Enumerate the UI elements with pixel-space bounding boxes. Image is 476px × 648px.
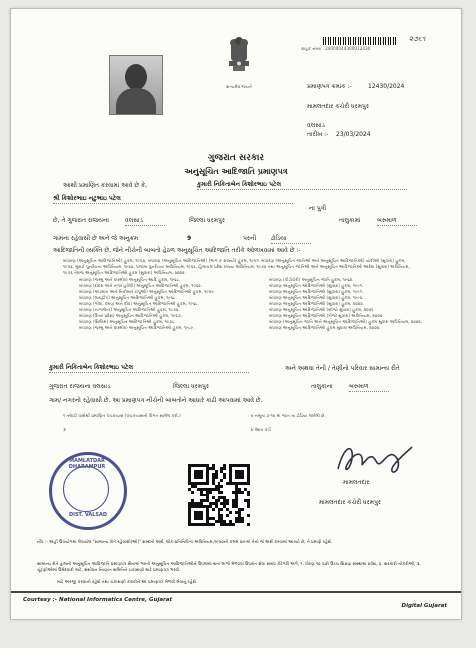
order-item: બંધારણ (જમ્મુ અને કાશ્મીર) અનુસૂચિત આદિજાતિઓ હુકમ, ૧૯૮૯. xyxy=(79,325,195,330)
note-3: માટે અરજી કરવાની રહેશે તથા ચકાસણી કરાવીને આ પ્રમાણપત્ર મેળવી લેવાનું રહેશે. xyxy=(57,579,198,584)
seal-bottom-text: DIST. VALSAD xyxy=(68,512,108,518)
family-suffix: અને અથવા તેની / તેણીનો પરિવાર સામાન્ય રીતે xyxy=(285,365,400,372)
state-label: છે, તે ગુજરાત રાજયના xyxy=(53,217,109,224)
order-item: બંધારણ (પોંડીચેરી) અનુસૂચિત જાતિ હુકમ, ૧૯૬૪. xyxy=(269,277,354,282)
residence-district: જિલ્લા ધરમપુર xyxy=(173,383,209,390)
issue-date: 23/03/2024 xyxy=(336,131,371,138)
applicant-photo xyxy=(109,55,163,115)
certificate-no: 12430/2024 xyxy=(368,83,405,90)
basis-item-3: ૩ xyxy=(63,427,66,432)
verification-qr-code xyxy=(188,464,250,526)
date-label: તારીખ :- xyxy=(307,131,329,138)
order-item: બંધારણ (ઉત્તર પ્રદેશ) અનુસૂચિત આદિજાતિઓ હુકમ, ૧૯૬૭. xyxy=(79,313,182,318)
order-item: બંધારણ (લક્ષદ્વીપ) અનુસૂચિત આદિજાતિઓ હુકમ, ૧૯૬૮. xyxy=(79,295,177,300)
order-item: બંધારણ અનુસૂચિત આદિજાતિઓ (સુધારા) હુકમ, ૧૯૯૧. xyxy=(269,289,364,294)
barcode xyxy=(323,37,398,45)
district-value: વલસાડ xyxy=(125,217,165,226)
signatory-title: મામલતદાર xyxy=(343,479,370,486)
village-line: ગામ/ નગરનો રહેવાસી છે. આ પ્રમાણપત્ર નીચેની બાબતોને આધારે કાઢી આપવામાં આવે છે. xyxy=(49,397,263,404)
certify-prefix: આથી પ્રમાણિત કરવામાં આવે છે કે, xyxy=(63,182,148,189)
order-item: બંધારણ (નાગાલેન્ડ) અનુસૂચિત આદિજાતિઓ હુકમ, ૧૯૭૦. xyxy=(79,307,180,312)
caste-value: ઢોડિયા xyxy=(271,235,311,244)
certificate-page xyxy=(10,8,462,620)
basis-item-2: ૨ નમૂના ૭-૧૨ માં જાત ના ઢોડિયા લખેલી છે. xyxy=(251,413,326,418)
certificate-no-label: પ્રમાણપત્ર ક્રમાંક :- xyxy=(307,83,352,90)
district-label: જિલ્લા ધરમપુર xyxy=(189,217,225,224)
orders-right-list xyxy=(269,277,434,331)
signatory-office: મામલતદાર કચેરી ધરમપુર xyxy=(319,499,381,506)
basis-item-4: ૪ રેશન કાર્ડ xyxy=(251,427,272,432)
order-item: બંધારણ (જમ્મુ અને કાશ્મીર) અનુસૂચિત આદિ હુકમ, ૧૯૬૮. xyxy=(79,277,181,282)
note-1: નોંધ :- અહીં ઉપયોગમાં લેવાયેલ "સામાન્ય રીતે રહેવાસી(ઓ)" શબ્દનો અર્થ, લોક-પ્રતિનિધિત્વ અધિનિયમ,૧૯૫૦ની કલમ ૨૦-માં તેનો જે અર્થ કરવામાં આવ્યો છે, તે પ્રમાણે રહેશે. xyxy=(37,539,333,544)
seal-top-text: MAMLATDAR DHARAMPUR xyxy=(68,458,106,470)
government-title: ગુજરાત સરકાર xyxy=(207,153,265,163)
certificate-title: અનુસૂચિત આદિજાતિ પ્રમાણપત્ર xyxy=(184,167,288,176)
order-item: બંધારણ અનુસૂચિત આદિજાતિઓ (સુધારા) હુકમ, ૨૦૦૦. xyxy=(269,301,365,306)
note-2: સામાન્ય રીતે હાલની અનુસૂચિત આદિજાતિ પ્રમાણપત્ર સૈનામાં ભરતી અનુસૂચિત આદિજાતિઓને ઉપલબ્ધ થતાં લાભો મેળવવા ઉપરાંત સેવા સંબંધ કેટેગરી અંગે, ૧. ધોરણ ૧૦ પછી ઉચ્ચ શિક્ષણ સંસ્થામાં પ્રવેશ, ૨. સરકારી નોકરીઓ, ૩. ચૂંટણીઓમાં ઉમેદવારી માટે, સંશોધન નિષ્ણાંત સમિતિને ચકાસણી માટે પ્રમાણપત્ર ભરવો. xyxy=(37,561,421,572)
order-item: બંધારણ (ગોવા, દમણ અને દીવ) અનુસૂચિત આદિજાતિઓ હુકમ, ૧૯૬૮. xyxy=(79,301,199,306)
order-item: બંધારણ અનુસૂચિત આદિજાતિઓ હુકમ સુધારા અધિનિયમ, ૨૦૦૨. xyxy=(269,325,381,330)
basis-item-1: ૧ તલાટી પાસેથી પ્રમાણિત પંચકયાસ (પંચકયાસની વિગત સામેલ કરો.) xyxy=(63,413,181,418)
caste-label: ગામના રહેવાસી છે અને જે અનુક્રમ xyxy=(53,235,139,242)
order-item: બંધારણ (દાદરા અને નગર હવેલી) અનુસૂચિત આદિજાતિઓ હુકમ, ૧૯૬૨. xyxy=(79,283,203,288)
corner-note: ૨૭૬૧ xyxy=(409,35,426,43)
order-item: બંધારણ અનુસૂચિત આદિજાતિઓ (સુધારા) હુકમ, ૧૯૯૬. xyxy=(269,295,364,300)
orders-left-list xyxy=(79,277,244,331)
applicant-name-repeat: કુમારી નિકિતાબેન કિશોરભાઇ પટેલ xyxy=(49,364,249,373)
schedule-serial: 9 xyxy=(187,235,192,242)
order-item: બંધારણ અનુસૂચિત આદિજાતિઓ (ત્રીજો સુધારા) અધિનિયમ, ૨૦૦૨. xyxy=(269,313,384,318)
footer-bar xyxy=(11,591,461,617)
serial-number: ગ્રાહક નંબર : 24000044300012430 xyxy=(301,46,371,51)
residence-label: ગુજરાત રાજયના વલસાડ xyxy=(49,383,111,390)
father-name: શ્રી કિશોરભાઇ નટુભાઇ પટેલ xyxy=(53,195,293,204)
taluka-value: બરુમાળ xyxy=(377,217,417,226)
footer-brand: Digital Gujarat xyxy=(401,603,447,609)
signature-icon xyxy=(334,439,414,479)
footer-courtesy: Courtesy :- National Informatics Centre, Gujarat xyxy=(23,597,173,603)
issuing-district: વલસાડ xyxy=(307,122,325,129)
relation-suffix: ના પુત્રી xyxy=(309,205,327,212)
order-item: બંધારણ અનુસૂચિત આદિજાતિઓ (બીજો સુધારા) હુકમ, ૨૦૦૧. xyxy=(269,307,375,312)
caste-name-label: પરની xyxy=(243,235,257,242)
notification-line: આદિજાતિની વ્યક્તિ છે, જેને નીચેની બાબતો હેઠળ અનુસૂચિત આદિજાતિ તરીકે ઓળખવામાં આવે છે :- xyxy=(53,247,301,254)
order-item: બંધારણ (અનુસૂચિત જાતિ અને અનુસૂચિત આદિજાતિઓ) હુકમ સુધારા અધિનિયમ, ૨૦૦૨. xyxy=(269,319,423,324)
order-item: બંધારણ અનુસૂચિત આદિજાતિઓ (સુધારા) હુકમ, ૧૯૯૧. xyxy=(269,283,364,288)
order-item: બંધારણ (સિક્કિમ) અનુસૂચિત આદિજાતિઓ હુકમ, ૧૯૭૮. xyxy=(79,319,176,324)
applicant-name: કુમારી નિકિતાબેન કિશોરભાઇ પટેલ xyxy=(197,181,407,190)
residence-taluka: બરુમાળ xyxy=(349,383,389,392)
official-seal xyxy=(49,452,127,530)
orders-block: બંધારણ (અનુસૂચિત આદિજાતિઓ) હુકમ, ૧૯૫૦, બંધારણ (અનુસૂચિત આદિજાતિઓ) (ભાગ ક રાજ્યો) હુકમ, ૧૯૫૧. બંધારણ (અનુસૂચિત જાતિઓ અને અનુસૂચિત આદિજાતિઓ) યાદીઓ (સુધારા) હુકમ, ૧૯૫૬, મુંબઈ પુનર્રચના અધિનિયમ, ૧૯૬૦, પંજાબ પુનર્રચના અધિનિયમ, ૧૯૬૬, હિમાચલ પ્રદેશ રાજ્ય અધિનિયમ, ૧૯૭૦ તથા અનુસૂચિત જાતિઓ અને અનુસૂચિત આદિજાતિઓ આદેશ (સુધારા) અધિનિયમ, ૧૯૭૬ તેમજ અનુસૂચિત આદિજાતિઓ હુકમ (સુધારા) અધિનિયમ, ૨૦૦૨. xyxy=(63,258,410,275)
issuing-office: મામલતદાર કચેરી ધરમપુર xyxy=(307,103,369,110)
taluka-label: તાલુકામાં xyxy=(339,217,361,224)
order-item: બંધારણ (અંડમાન અને નિકોબાર ટાપુઓ) અનુસૂચિત આદિજાતિઓ હુકમ, ૧૯૫૯. xyxy=(79,289,216,294)
national-emblem-icon xyxy=(227,37,251,83)
residence-taluka-label: તાલુકાના xyxy=(311,383,333,390)
emblem-caption: સત્યમેવ જયતે xyxy=(226,84,252,89)
